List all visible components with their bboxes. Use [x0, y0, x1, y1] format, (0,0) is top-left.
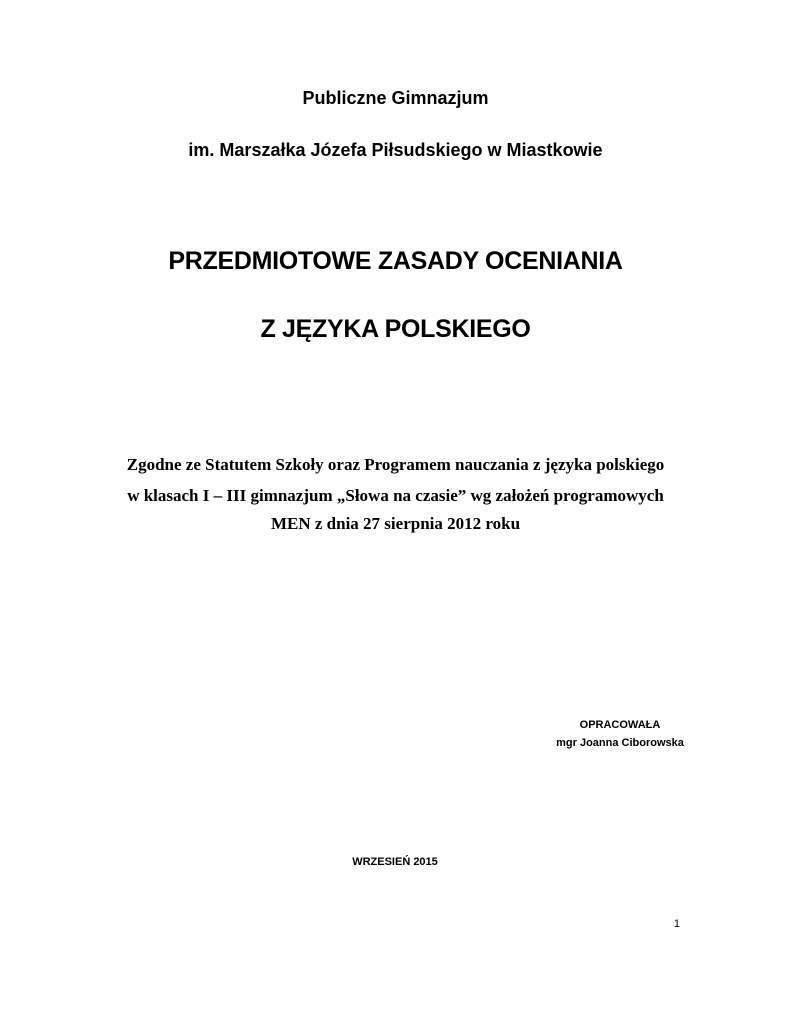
school-patron: im. Marszałka Józefa Piłsudskiego w Miastkowie [188, 140, 603, 160]
school-name: Publiczne Gimnazjum [302, 88, 489, 108]
author-name: mgr Joanna Ciborowska [556, 737, 684, 749]
author-role: OPRACOWAŁA [579, 719, 661, 731]
document-title-line-1: PRZEDMIOTOWE ZASADY OCENIANIA [168, 247, 623, 275]
author-block [520, 716, 720, 752]
page-number: 1 [673, 918, 680, 930]
document-title-line-2: Z JĘZYKA POLSKIEGO [260, 315, 531, 343]
description-line-2: w klasach I – III gimnazjum „Słowa na czasie” wg założeń programowych [127, 486, 664, 505]
document-date: WRZESIEŃ 2015 [352, 856, 438, 868]
description-line-1: Zgodne ze Statutem Szkoły oraz Programem nauczania z języka polskiego [126, 455, 665, 474]
description-line-3: MEN z dnia 27 sierpnia 2012 roku [270, 514, 521, 533]
